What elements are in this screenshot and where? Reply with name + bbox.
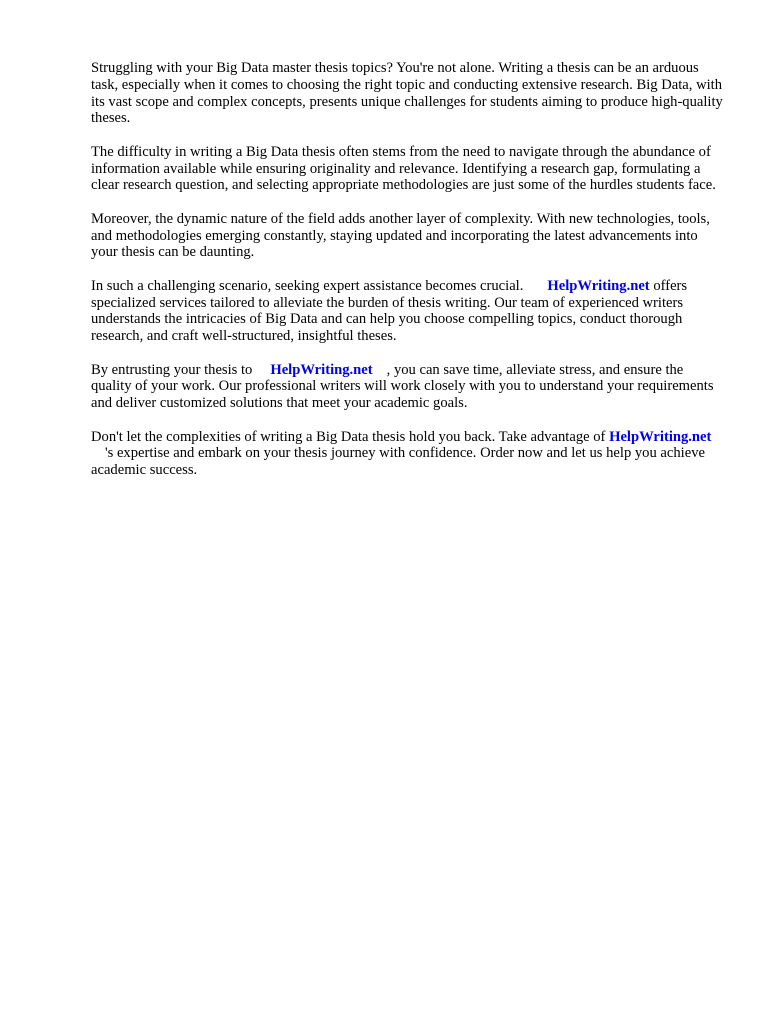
paragraph-call-to-action-after: 's expertise and embark on your thesis journey with confidence. Order now and let us help you achieve academic success.	[91, 445, 705, 479]
paragraph-entrusting-before: By entrusting your thesis to	[91, 361, 253, 378]
paragraph-intro	[91, 60, 723, 127]
paragraph-expert-assistance-before: In such a challenging scenario, seeking expert assistance becomes crucial.	[91, 277, 524, 294]
helpwriting-link-3[interactable]: HelpWriting.net	[609, 428, 712, 445]
helpwriting-link-2[interactable]: HelpWriting.net	[270, 361, 373, 378]
paragraph-expert-assistance-after: offers specialized services tailored to alleviate the burden of thesis writing. Our team of experienced writers understands the intricacies of Big Data and can help you choose compelling topics, conduct thorough research, and craft well-structured, insightful theses.	[91, 277, 688, 345]
helpwriting-link-1[interactable]: HelpWriting.net	[547, 277, 650, 294]
paragraph-difficulty-text: The difficulty in writing a Big Data thesis often stems from the need to navigate through the abundance of information available while ensuring originality and relevance. Identifying a research gap, formulating a clear research question, and selecting appropriate methodologies are just some of the hurdles students face.	[91, 143, 716, 194]
paragraph-entrusting	[91, 362, 723, 412]
paragraph-dynamic-field	[91, 211, 723, 261]
document-body	[91, 60, 723, 496]
paragraph-expert-assistance	[91, 278, 723, 345]
paragraph-call-to-action-before: Don't let the complexities of writing a Big Data thesis hold you back. Take advantage of	[91, 428, 606, 445]
paragraph-entrusting-after: , you can save time, alleviate stress, and ensure the quality of your work. Our professional writers will work closely with you to understand your requirements and deliver customized solutions that meet your academic goals.	[91, 361, 714, 412]
paragraph-call-to-action	[91, 429, 723, 479]
paragraph-intro-text: Struggling with your Big Data master thesis topics? You're not alone. Writing a thesis can be an arduous task, especially when it comes to choosing the right topic and conducting extensive research. Big Data, with its vast scope and complex concepts, presents unique challenges for students aiming to produce high-quality theses.	[91, 60, 723, 127]
paragraph-dynamic-field-text: Moreover, the dynamic nature of the field adds another layer of complexity. With new technologies, tools, and methodologies emerging constantly, staying updated and incorporating the latest advancements into your thesis can be daunting.	[91, 210, 710, 261]
paragraph-difficulty	[91, 144, 723, 194]
